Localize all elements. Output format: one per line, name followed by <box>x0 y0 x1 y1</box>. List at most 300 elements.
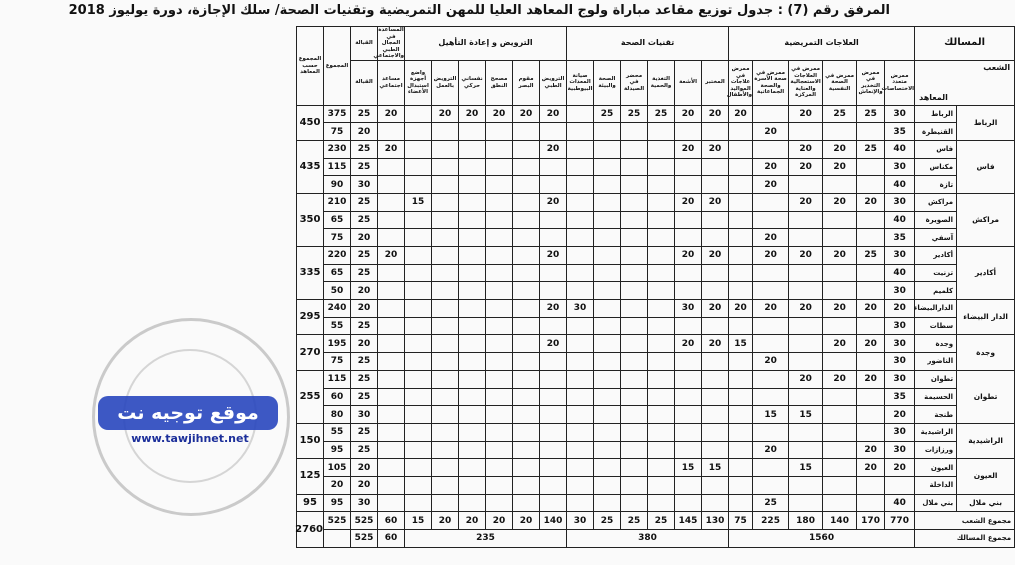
social-value <box>378 123 405 141</box>
nursing-value <box>857 388 885 406</box>
rehab-value <box>540 494 567 512</box>
tech-value <box>567 211 594 229</box>
tech-value <box>567 370 594 388</box>
nursing-value <box>729 353 753 371</box>
total-rehab-track: 235 <box>405 530 567 548</box>
tech-value <box>702 370 729 388</box>
tech-value <box>594 176 621 194</box>
nursing-value: 20 <box>789 158 823 176</box>
row-sum: 115 <box>324 158 351 176</box>
tech-value <box>567 317 594 335</box>
rehab-value <box>432 123 459 141</box>
tech-value <box>594 140 621 158</box>
nursing-value <box>729 247 753 265</box>
tech-value <box>675 282 702 300</box>
nursing-value: 25 <box>753 494 789 512</box>
rehab-value <box>432 335 459 353</box>
header-tech-group: تقنيات الصحة <box>567 27 729 61</box>
rehab-value <box>459 476 486 494</box>
rehab-value <box>432 423 459 441</box>
tech-value <box>621 370 648 388</box>
tech-value <box>675 176 702 194</box>
midwifery-value: 25 <box>351 353 378 371</box>
row-sum: 115 <box>324 370 351 388</box>
nursing-value <box>823 459 857 477</box>
tech-value: 20 <box>702 247 729 265</box>
social-value <box>378 300 405 318</box>
total-tech-value: 25 <box>594 512 621 530</box>
nursing-value: 20 <box>753 229 789 247</box>
city-name: العيون <box>915 459 957 477</box>
rehab-value <box>459 494 486 512</box>
table-row <box>4 140 1015 158</box>
nursing-value: 20 <box>789 247 823 265</box>
nursing-value <box>753 140 789 158</box>
header-tech-col: التغذية والحمية <box>648 60 675 105</box>
header-tech-col: الصحة والبيئة <box>594 60 621 105</box>
institute-total: 350 <box>297 193 324 246</box>
rehab-value <box>459 264 486 282</box>
rehab-value <box>513 247 540 265</box>
rehab-value <box>459 123 486 141</box>
nursing-value <box>857 176 885 194</box>
institute-name: فاس <box>957 140 1015 193</box>
tech-value <box>621 176 648 194</box>
nursing-value: 20 <box>823 300 857 318</box>
rehab-value <box>486 300 513 318</box>
tech-value <box>648 193 675 211</box>
row-sum: 95 <box>324 494 351 512</box>
rehab-value <box>405 476 432 494</box>
rehab-value <box>513 353 540 371</box>
social-value <box>378 494 405 512</box>
nursing-value <box>753 211 789 229</box>
header-rehab-col: الترويض الطبي <box>540 60 567 105</box>
nursing-value <box>857 158 885 176</box>
tech-value <box>567 441 594 459</box>
tech-value <box>702 229 729 247</box>
table-row <box>4 264 1015 282</box>
rehab-value <box>486 476 513 494</box>
rehab-value: 20 <box>540 300 567 318</box>
tech-value: 15 <box>675 459 702 477</box>
tech-value: 20 <box>702 105 729 123</box>
header-rehab-col: نفساني حركي <box>459 60 486 105</box>
midwifery-value: 30 <box>351 176 378 194</box>
nursing-value <box>823 282 857 300</box>
tech-value <box>648 229 675 247</box>
nursing-value: 20 <box>753 176 789 194</box>
tech-value: 25 <box>648 105 675 123</box>
tech-value <box>594 423 621 441</box>
rehab-value <box>513 282 540 300</box>
rehab-value <box>432 193 459 211</box>
nursing-value: 20 <box>885 459 915 477</box>
tech-value <box>594 459 621 477</box>
tech-value <box>621 193 648 211</box>
seats-distribution-table <box>3 26 1015 548</box>
nursing-value <box>789 423 823 441</box>
nursing-value <box>729 459 753 477</box>
rehab-value <box>432 264 459 282</box>
tech-value <box>567 353 594 371</box>
nursing-value: 20 <box>753 300 789 318</box>
tech-value <box>594 282 621 300</box>
institute-name: أكادير <box>957 247 1015 300</box>
tech-value <box>621 211 648 229</box>
nursing-value: 15 <box>789 406 823 424</box>
tech-value <box>702 176 729 194</box>
rehab-value <box>405 229 432 247</box>
rehab-value <box>513 441 540 459</box>
tech-value <box>648 494 675 512</box>
institute-name: بني ملال <box>957 494 1015 512</box>
nursing-value: 20 <box>753 158 789 176</box>
rehab-value <box>486 247 513 265</box>
rehab-value <box>513 459 540 477</box>
nursing-value <box>729 317 753 335</box>
rehab-value <box>432 353 459 371</box>
institute-total: 270 <box>297 335 324 370</box>
midwifery-value: 25 <box>351 423 378 441</box>
rehab-value <box>405 494 432 512</box>
nursing-value: 20 <box>823 370 857 388</box>
nursing-value <box>789 388 823 406</box>
total-tech-track: 380 <box>567 530 729 548</box>
row-sum: 210 <box>324 193 351 211</box>
social-value <box>378 476 405 494</box>
nursing-value: 20 <box>823 158 857 176</box>
nursing-value <box>729 370 753 388</box>
rehab-value <box>540 388 567 406</box>
header-midwifery-group: القبالة <box>351 27 378 61</box>
midwifery-value: 30 <box>351 494 378 512</box>
row-sum: 75 <box>324 123 351 141</box>
tech-value: 30 <box>567 300 594 318</box>
table-row <box>4 229 1015 247</box>
institute-total: 150 <box>297 423 324 458</box>
rehab-value <box>459 247 486 265</box>
nursing-value: 30 <box>885 335 915 353</box>
nursing-value <box>857 423 885 441</box>
midwifery-value: 20 <box>351 229 378 247</box>
tech-value <box>621 406 648 424</box>
nursing-value: 20 <box>823 335 857 353</box>
tech-value <box>648 211 675 229</box>
rehab-value <box>540 423 567 441</box>
tech-value <box>567 105 594 123</box>
city-name: آسفي <box>915 229 957 247</box>
midwifery-value: 20 <box>351 300 378 318</box>
tech-value <box>594 211 621 229</box>
nursing-value <box>823 211 857 229</box>
tech-value: 25 <box>621 105 648 123</box>
tech-value <box>675 494 702 512</box>
nursing-value: 30 <box>885 158 915 176</box>
social-value <box>378 211 405 229</box>
total-social-value: 60 <box>378 512 405 530</box>
nursing-value: 30 <box>885 353 915 371</box>
nursing-value: 20 <box>823 247 857 265</box>
row-sum: 55 <box>324 317 351 335</box>
nursing-value <box>729 423 753 441</box>
nursing-value <box>789 123 823 141</box>
table-row <box>4 300 1015 318</box>
nursing-value <box>789 282 823 300</box>
rehab-value <box>513 423 540 441</box>
nursing-value: 20 <box>857 335 885 353</box>
table-row <box>4 423 1015 441</box>
tech-value <box>648 247 675 265</box>
nursing-value <box>789 335 823 353</box>
rehab-value <box>513 193 540 211</box>
tech-value <box>648 123 675 141</box>
nursing-value: 20 <box>753 247 789 265</box>
institute-total: 295 <box>297 300 324 335</box>
rehab-value <box>513 370 540 388</box>
city-name: الناضور <box>915 353 957 371</box>
nursing-value <box>823 476 857 494</box>
tech-value <box>594 158 621 176</box>
header-rehab-col: مصحح النطق <box>486 60 513 105</box>
rehab-value <box>486 353 513 371</box>
rehab-value <box>486 158 513 176</box>
social-value: 20 <box>378 247 405 265</box>
rehab-value <box>405 300 432 318</box>
tech-value <box>648 176 675 194</box>
midwifery-value: 25 <box>351 140 378 158</box>
document-title: المرفق رقم (7) : جدول توزيع مقاعد مباراة ولوج المعاهد العليا للمهن التمريضية وتقنيات الصحة/ سلك الإجازة، دورة يوليوز 2018 <box>68 3 890 18</box>
institute-name: وجدة <box>957 335 1015 370</box>
rehab-value <box>540 476 567 494</box>
rehab-value <box>405 158 432 176</box>
rehab-value <box>486 264 513 282</box>
tech-value <box>567 494 594 512</box>
nursing-value <box>789 441 823 459</box>
nursing-value <box>857 317 885 335</box>
tech-value <box>594 494 621 512</box>
midwifery-value: 25 <box>351 193 378 211</box>
table-row <box>4 176 1015 194</box>
rehab-value <box>459 441 486 459</box>
tech-value <box>675 423 702 441</box>
rehab-value <box>540 441 567 459</box>
nursing-value: 35 <box>885 123 915 141</box>
nursing-value: 20 <box>885 406 915 424</box>
row-sum: 75 <box>324 353 351 371</box>
tech-value <box>675 211 702 229</box>
social-value: 20 <box>378 140 405 158</box>
total-nursing-value: 225 <box>753 512 789 530</box>
tech-value <box>567 388 594 406</box>
rehab-value <box>486 211 513 229</box>
row-sum: 50 <box>324 282 351 300</box>
rehab-value <box>486 423 513 441</box>
city-name: بني ملال <box>915 494 957 512</box>
total-nursing-value: 180 <box>789 512 823 530</box>
tech-value <box>621 264 648 282</box>
midwifery-value: 25 <box>351 388 378 406</box>
rehab-value <box>459 388 486 406</box>
tech-value <box>675 388 702 406</box>
tech-value <box>675 123 702 141</box>
nursing-value <box>729 406 753 424</box>
nursing-value <box>857 229 885 247</box>
nursing-value <box>823 264 857 282</box>
tech-value <box>567 282 594 300</box>
grand-total: 2760 <box>297 512 324 547</box>
city-name: فاس <box>915 140 957 158</box>
rehab-value <box>486 140 513 158</box>
header-nursing-group: العلاجات التمريضية <box>729 27 915 61</box>
tech-value <box>567 140 594 158</box>
institute-total: 255 <box>297 370 324 423</box>
rehab-value <box>405 317 432 335</box>
tech-value <box>702 406 729 424</box>
rehab-value <box>513 388 540 406</box>
nursing-value <box>823 494 857 512</box>
midwifery-value: 30 <box>351 406 378 424</box>
rehab-value <box>405 176 432 194</box>
nursing-value <box>789 176 823 194</box>
total-tech-value: 145 <box>675 512 702 530</box>
tech-value <box>621 441 648 459</box>
rehab-value <box>513 264 540 282</box>
city-name: سطات <box>915 317 957 335</box>
rehab-value <box>540 459 567 477</box>
nursing-value <box>789 476 823 494</box>
social-value <box>378 317 405 335</box>
tech-value <box>621 158 648 176</box>
midwifery-value: 25 <box>351 105 378 123</box>
rehab-value <box>405 406 432 424</box>
institute-name: الرباط <box>957 105 1015 140</box>
nursing-value: 20 <box>729 105 753 123</box>
rehab-value <box>432 176 459 194</box>
nursing-value: 30 <box>885 282 915 300</box>
total-rehab-value: 20 <box>486 512 513 530</box>
total-nursing-value: 770 <box>885 512 915 530</box>
tech-value <box>675 317 702 335</box>
nursing-value <box>823 176 857 194</box>
city-name: مكناس <box>915 158 957 176</box>
social-value <box>378 158 405 176</box>
midwifery-value: 25 <box>351 211 378 229</box>
rehab-value <box>540 229 567 247</box>
rehab-value <box>432 300 459 318</box>
nursing-value: 20 <box>753 123 789 141</box>
institute-total: 95 <box>297 494 324 512</box>
header-maahid: المعاهد <box>919 92 948 102</box>
tech-value: 20 <box>702 140 729 158</box>
tech-value: 30 <box>675 300 702 318</box>
tech-value <box>648 300 675 318</box>
tech-value <box>675 264 702 282</box>
header-total-per-institute: المجموع حسب المعاهد <box>297 27 324 106</box>
tech-value <box>648 459 675 477</box>
city-name: تطوان <box>915 370 957 388</box>
table-row <box>4 406 1015 424</box>
rehab-value <box>432 494 459 512</box>
midwifery-value: 25 <box>351 370 378 388</box>
row-sum: 195 <box>324 335 351 353</box>
nursing-value: 20 <box>789 105 823 123</box>
header-social: مساعد اجتماعي <box>378 60 405 105</box>
institute-total: 435 <box>297 140 324 193</box>
nursing-value: 20 <box>857 441 885 459</box>
row-sum: 75 <box>324 229 351 247</box>
row-sum: 65 <box>324 211 351 229</box>
nursing-value <box>857 282 885 300</box>
total-midwifery-value: 525 <box>351 512 378 530</box>
tech-value <box>594 406 621 424</box>
tech-value: 20 <box>675 140 702 158</box>
rehab-value <box>513 140 540 158</box>
total-tech-value: 25 <box>648 512 675 530</box>
header-nursing-col: ممرض في الصحة النفسية <box>823 60 857 105</box>
nursing-value <box>823 441 857 459</box>
nursing-value <box>729 123 753 141</box>
nursing-value <box>789 229 823 247</box>
tech-value <box>702 423 729 441</box>
tech-value <box>648 264 675 282</box>
rehab-value <box>486 123 513 141</box>
tech-value <box>648 388 675 406</box>
rehab-value: 20 <box>513 105 540 123</box>
nursing-value <box>789 353 823 371</box>
city-name: تازة <box>915 176 957 194</box>
tech-value <box>567 476 594 494</box>
city-name: طنجة <box>915 406 957 424</box>
institute-total: 125 <box>297 459 324 494</box>
total-sum-value: 525 <box>324 512 351 530</box>
nursing-value <box>753 282 789 300</box>
social-value <box>378 406 405 424</box>
nursing-value <box>729 441 753 459</box>
social-value <box>378 388 405 406</box>
header-rehab-col: مقوم البصر <box>513 60 540 105</box>
watermark-logo: موقع توجيه نت <box>98 396 278 430</box>
nursing-value: 40 <box>885 211 915 229</box>
tech-value <box>567 406 594 424</box>
tech-value <box>621 282 648 300</box>
city-name: الراشيدية <box>915 423 957 441</box>
nursing-value <box>729 158 753 176</box>
nursing-value <box>885 476 915 494</box>
nursing-value: 15 <box>753 406 789 424</box>
tech-value: 20 <box>702 193 729 211</box>
nursing-value <box>729 282 753 300</box>
rehab-value <box>459 211 486 229</box>
nursing-value <box>857 123 885 141</box>
rehab-value: 15 <box>405 193 432 211</box>
table-row <box>4 211 1015 229</box>
rehab-value <box>405 140 432 158</box>
rehab-value <box>405 211 432 229</box>
tech-value <box>648 282 675 300</box>
rehab-value: 20 <box>540 247 567 265</box>
rehab-value <box>540 370 567 388</box>
total-tech-value: 130 <box>702 512 729 530</box>
nursing-value: 40 <box>885 140 915 158</box>
tech-value <box>702 441 729 459</box>
tech-value <box>621 247 648 265</box>
rehab-value <box>540 176 567 194</box>
nursing-value <box>823 353 857 371</box>
total-midwifery-track: 525 <box>351 530 378 548</box>
nursing-value <box>729 476 753 494</box>
rehab-value <box>432 388 459 406</box>
